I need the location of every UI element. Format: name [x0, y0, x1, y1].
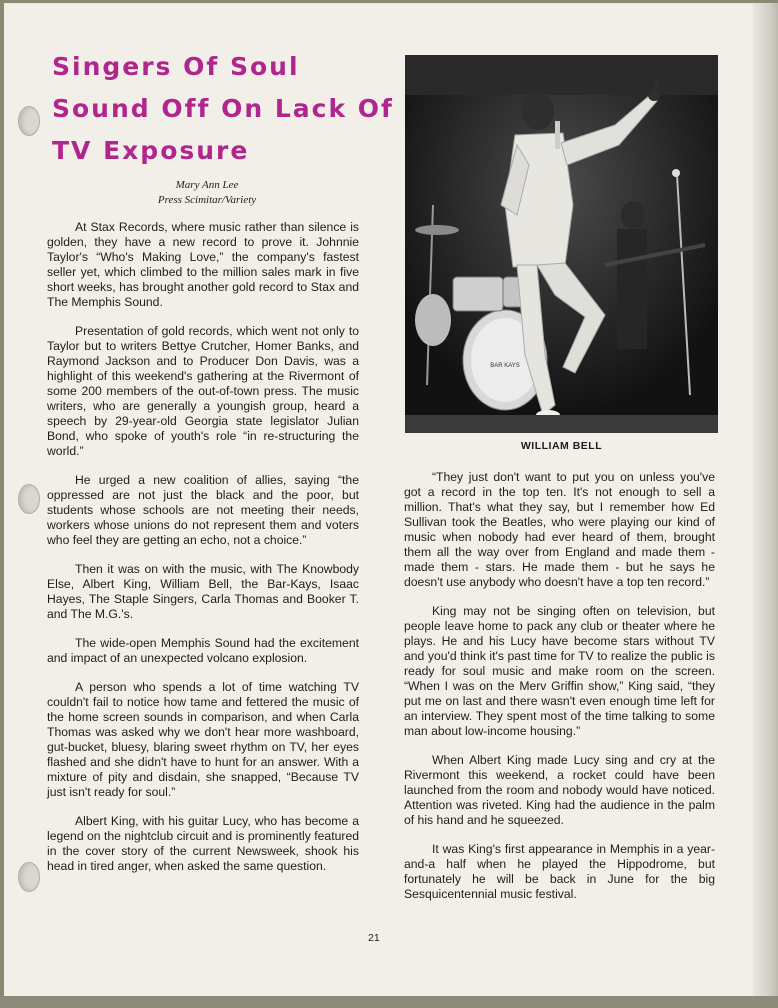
- paragraph: A person who spends a lot of time watching TV couldn't fail to notice how tame and fettered the music of the home screen sounds in comparison, and when Carla Thomas was asked why we don't hear more washboard, gut-bucket, bluesy, blaring sweet rhythm on TV, her eyes flashed and she didn't have to hunt for an answer. With a mixture of pity and disdain, she snapped, “Because TV just isn't ready for soul.”: [47, 680, 359, 799]
- paragraph: It was King's first appearance in Memphis in a year-and-a half when he played the Hippodrome, but fortunately he will be back in June for the big Sesquicentennial music festival.: [404, 842, 715, 901]
- musician-body: [617, 229, 647, 349]
- ceiling-shadow: [405, 55, 718, 95]
- musician-head: [621, 201, 645, 229]
- microphone-right: [672, 169, 680, 177]
- headline-line: TV Exposure: [52, 136, 250, 165]
- headline-line: Sound Off On Lack Of: [52, 94, 394, 123]
- publication-name: Press Scimitar/Variety: [157, 194, 257, 206]
- stage-floor: [405, 415, 718, 433]
- binder-hole-bottom: [18, 862, 40, 892]
- handheld-microphone: [555, 121, 560, 149]
- cymbal: [415, 225, 459, 235]
- binder-hole-middle: [18, 484, 40, 514]
- page-stack-edge: [756, 3, 778, 1003]
- paragraph: Presentation of gold records, which went not only to Taylor but to writers Bettye Crutcher, Homer Banks, and Raymond Jackson and to Producer Don Davis, was a highlight of this weekend's gathering at the Rivermont of some 200 members of the out-of-town press. The music writers, who are generally a youngish group, heard a speech by 29-year-old Georgia state legislator Julian Bond, who spoke of youth's role “in re-structuring the world.”: [47, 324, 359, 458]
- author-name: Mary Ann Lee: [175, 179, 239, 191]
- left-column: [47, 220, 359, 888]
- performer-photo: [405, 55, 718, 433]
- page-number: 21: [368, 932, 380, 944]
- paragraph: King may not be singing often on television, but people leave home to pack any club or theater where he plays. He and his Lucy have become stars without TV and you'd think it's past time for TV to realize the public is ready for soul music and make room on the screen. “When I was on the Merv Griffin show,” King said, “they put me on last and there wasn't even enough time left for an interview. They spent most of the time talking to some man about low-income housing.”: [404, 604, 715, 738]
- paragraph: When Albert King made Lucy sing and cry at the Rivermont this weekend, a rocket could have been launched from the room and nobody would have noticed. Attention was riveted. King had the audience in the palm of his hand and he squeezed.: [404, 753, 715, 827]
- article-headline: [52, 46, 394, 172]
- paragraph: He urged a new coalition of allies, saying “the oppressed are not just the black and the poor, but students whose schools are not meeting their needs, workers whose unions do not represent them and voters who feel they are getting an echo, not a choice.”: [47, 473, 359, 547]
- right-column: [404, 470, 715, 916]
- paragraph: Then it was on with the music, with The Knowbody Else, Albert King, William Bell, the Bar-Kays, Isaac Hayes, The Staple Singers, Carla Thomas and Booker T. and The M.G.'s.: [47, 562, 359, 621]
- page-bottom-edge: [0, 996, 778, 1008]
- binder-hole-top: [18, 106, 40, 136]
- singer-head: [522, 92, 554, 130]
- paragraph: At Stax Records, where music rather than silence is golden, they have a new record to prove it. Johnnie Taylor's “Who's Making Love,” the company's fastest seller yet, which climbed to the million sales mark in five short weeks, has brought another gold record to Stax and The Memphis Sound.: [47, 220, 359, 309]
- stage-photo-illustration: [405, 55, 718, 433]
- photo-caption: WILLIAM BELL: [520, 440, 603, 452]
- paragraph: Albert King, with his guitar Lucy, who has become a legend on the nightclub circuit and is prominently featured in the cover story of the current Newsweek, shook his head in tired anger, when asked the same question.: [47, 814, 359, 873]
- floor-tom: [415, 294, 451, 346]
- paragraph: “They just don't want to put you on unless you've got a record in the top ten. It's not enough to sell a million. That's what they say, but I remember how Ed Sullivan took the Beatles, who were playing our kind of music when nobody had ever heard of them, brought them all the way over from England and made them - made them - stars. He made them - but he says he doesn't use anybody who doesn't have a top ten record.”: [404, 470, 715, 589]
- paragraph: The wide-open Memphis Sound had the excitement and impact of an unexpected volcano explosion.: [47, 636, 359, 665]
- tom-drum-left: [453, 277, 503, 311]
- drum-lettering: BAR KAYS: [490, 363, 520, 369]
- headline-line: Singers Of Soul: [52, 52, 300, 81]
- byline: [52, 178, 362, 208]
